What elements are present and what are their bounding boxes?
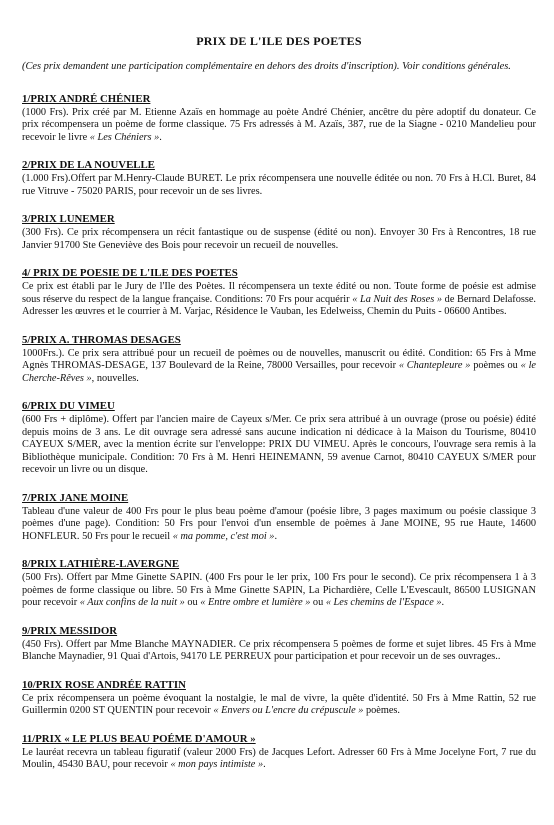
prize-description: Ce prix est établi par le Jury de l'Ile des Poètes. Il récompensera un texte édité ou non. Toute forme de poésie est admise sous réserve du respect de la langue française. Conditions: 70 Frs pour acquérir « La Nuit des Roses » de Bernard Delafosse. Adresser les œuvres et le courrier à M. Varjac, Résidence le Vauban, les Edelweiss, Chemin du Puits - 06600 Antibes. — [22, 281, 537, 317]
prize-title: 5/PRIX A. THROMAS DESAGES — [22, 333, 181, 346]
prize-list — [22, 89, 536, 772]
prize-section — [22, 263, 536, 319]
prize-title: 1/PRIX ANDRÉ CHÉNIER — [22, 92, 151, 105]
page-title: PRIX DE L'ILE DES POETES — [196, 34, 362, 48]
prize-description: (300 Frs). Ce prix récompensera un récit fantastique ou de suspense (édité ou non). Envoyer 30 Frs à Rencontres, 18 rue Janvier 91700 Ste Geneviève des Bois pour recevoir un recueil de nouvelles. — [22, 227, 536, 251]
prize-description: Ce prix récompensera un poème évoquant la nostalgie, le mal de vivre, la quête d'identité. 50 Frs à Mme Rattin, 52 rue Guillermin 0200 ST QUENTIN pour recevoir « Envers ou L'encre du crépuscule » poèmes. — [22, 692, 536, 716]
prize-description: (1.000 Frs).Offert par M.Henry-Claude BURET. Le prix récompensera une nouvelle éditée ou non. 70 Frs à H.Cl. Buret, 84 rue Vitruve - 75020 PARIS, pour recevoir un de ses livres. — [22, 173, 536, 197]
prize-section — [22, 554, 536, 610]
prize-section — [22, 209, 536, 252]
document-page — [22, 34, 536, 783]
prize-description: (500 Frs). Offert par Mme Ginette SAPIN. (400 Frs pour le ler prix, 100 Frs pour le second). Ce prix récompensera 1 à 3 poèmes de forme classique ou libre. 50 Frs à Mme Ginette SAPIN, La Pichardière, Celle L'Evescault, 86500 LUSIGNAN pour recevoir « Aux confins de la nuit » ou « Entre ombre et lumière » ou « Les chemins de l'Espace ». — [22, 572, 536, 608]
prize-title: 10/PRIX ROSE ANDRÉE RATTIN — [22, 678, 186, 691]
prize-section — [22, 89, 536, 145]
prize-section — [22, 729, 536, 772]
prize-description: Tableau d'une valeur de 400 Frs pour le plus beau poème d'amour (poésie libre, 3 pages maximum ou poésie classique 3 poèmes d'une page). Condition: 50 Frs pour l'envoi d'un ensemble de poèmes à Jane MOINE, 95 rue Haute, 14600 HONFLEUR. 50 Frs pour le recueil « ma pomme, c'est moi ». — [22, 505, 536, 542]
prize-description: (450 Frs). Offert par Mme Blanche MAYNADIER. Ce prix récompensera 5 poèmes de forme et sujet libres. 45 Frs à Mme Blanche Maynadier, 91 Quai d'Artois, 94170 LE PERREUX pour participation et pour recevoir un de ses ouvrages.. — [22, 638, 536, 662]
prize-description: (600 Frs + diplôme). Offert par l'ancien maire de Cayeux s/Mer. Ce prix sera attribué à un ouvrage (prose ou poésie) édité depuis moins de 3 ans. Le dit ouvrage sera adressé sans aucune indication ni dédicace à la Maison du Tourisme, 80410 CAYEUX S/MER, avec la mention écrite sur l'enveloppe: PRIX DU VIMEU. Après le concours, l'ouvrage sera remis à la Bibliothèque municipale. Condition: 70 Frs à M. Henri HEINEMANN, 59 avenue Carnot, 80410 CAYEUX S/MER pour recevoir un livre ou un disque. — [22, 414, 536, 475]
prize-section — [22, 488, 536, 544]
prize-section — [22, 621, 536, 664]
prize-title: 3/PRIX LUNEMER — [22, 213, 115, 225]
prize-section — [22, 330, 536, 386]
prize-title: 11/PRIX « LE PLUS BEAU POÉME D'AMOUR » — [22, 732, 256, 745]
prize-title: 9/PRIX MESSIDOR — [22, 624, 118, 637]
prize-description: (1000 Frs). Prix créé par M. Etienne Azaïs en hommage au poète André Chénier, ancêtre du père adoptif du donateur. Ce prix récompensera un poème de forme classique. 75 Frs adressés à M. Azaïs, 387, rue de la Siagne - 0210 Mandelieu pour recevoir le livre « Les Chéniers ». — [22, 106, 536, 143]
prize-title: 7/PRIX JANE MOINE — [22, 491, 129, 504]
prize-description: Le lauréat recevra un tableau figuratif (valeur 2000 Frs) de Jacques Lefort. Adresser 60 Frs à Mme Jocelyne Fort, 7 rue du Moulin, 45430 BAU, pour recevoir « mon pays intimiste ». — [22, 746, 536, 770]
prize-description: 1000Frs.). Ce prix sera attribué pour un recueil de poèmes ou de nouvelles, manuscrit ou édité. Condition: 65 Frs à Mme Agnès THROMAS-DESAGE, 137 Boulevard de la Reine, 78000 Versailles, pour recevoir « Chantepleure » poèmes ou « le Cherche-Rêves », nouvelles. — [22, 347, 536, 384]
prize-title: 8/PRIX LATHIÈRE-LAVERGNE — [22, 558, 180, 570]
prize-section — [22, 396, 536, 477]
prize-section — [22, 155, 536, 198]
prize-section — [22, 675, 536, 718]
intro-note: (Ces prix demandent une participation complémentaire en dehors des droits d'inscription). Voir conditions générales. — [22, 61, 511, 72]
prize-title: 2/PRIX DE LA NOUVELLE — [22, 159, 155, 171]
prize-title: 4/ PRIX DE POESIE DE L'ILE DES POETES — [22, 267, 238, 279]
prize-title: 6/PRIX DU VIMEU — [22, 400, 115, 412]
